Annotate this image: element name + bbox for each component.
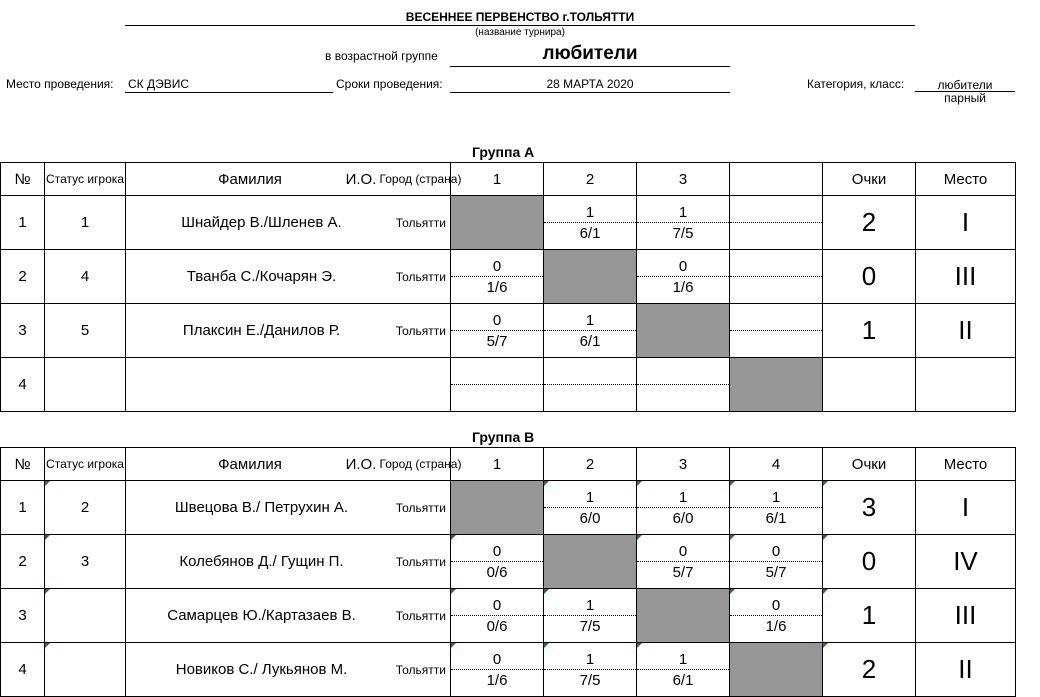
result-sets: 5/7 [486, 333, 508, 350]
row-place: I [916, 481, 1016, 535]
result-sets: 5/7 [672, 564, 694, 581]
row-num: 2 [1, 535, 45, 589]
result-score: 1 [678, 651, 688, 668]
result-score: 1 [771, 489, 781, 506]
row-name: Самарцев Ю./Картазаев В. [126, 589, 391, 643]
result-cell [451, 535, 544, 589]
result-score: 1 [678, 489, 688, 506]
result-divider [730, 222, 822, 223]
age-underline [450, 66, 730, 67]
result-divider [544, 507, 636, 508]
row-status [45, 358, 126, 412]
result-cell [637, 643, 730, 697]
result-divider [451, 276, 543, 277]
result-score: 1 [585, 312, 595, 329]
row-place [916, 358, 1016, 412]
result-divider [730, 507, 822, 508]
result-cell [544, 481, 637, 535]
result-cell [451, 589, 544, 643]
category-value-1: любители [937, 78, 993, 92]
result-divider [730, 561, 822, 562]
row-place: III [916, 250, 1016, 304]
row-num: 1 [1, 481, 45, 535]
row-num: 1 [1, 196, 45, 250]
result-sets: 5/7 [765, 564, 787, 581]
result-cell [730, 250, 823, 304]
diagonal-cell [730, 358, 823, 412]
category-label: Категория, класс: [807, 77, 905, 91]
row-points [823, 358, 916, 412]
row-status [45, 643, 126, 697]
result-sets: 0/6 [486, 564, 508, 581]
dates-value: 28 МАРТА 2020 [546, 77, 634, 91]
row-num: 3 [1, 304, 45, 358]
category-value-2: парный [944, 91, 986, 105]
result-score: 0 [678, 543, 688, 560]
result-divider [451, 615, 543, 616]
header-surname: Фамилия [126, 448, 374, 481]
header-status: Статус игрока [45, 448, 126, 481]
result-sets: 6/1 [672, 672, 694, 689]
row-name: Плаксин Е./Данилов Р. [126, 304, 391, 358]
result-cell [544, 589, 637, 643]
diagonal-cell [451, 196, 544, 250]
result-cell [544, 304, 637, 358]
row-status [45, 589, 126, 643]
row-city: Тольятти [391, 481, 451, 535]
result-sets: 6/1 [765, 510, 787, 527]
row-num: 4 [1, 358, 45, 412]
result-cell [730, 304, 823, 358]
diagonal-cell [730, 643, 823, 697]
result-sets: 6/1 [579, 333, 601, 350]
result-cell [730, 535, 823, 589]
group-a-title: Группа А [472, 144, 535, 160]
row-status: 1 [45, 196, 126, 250]
row-place: I [916, 196, 1016, 250]
result-score: 0 [678, 258, 688, 275]
result-sets: 7/5 [579, 672, 601, 689]
result-score: 0 [492, 543, 502, 560]
row-points: 0 [823, 250, 916, 304]
header-col-4: 4 [730, 448, 823, 481]
dates-underline [450, 92, 730, 93]
result-cell [544, 196, 637, 250]
row-points: 3 [823, 481, 916, 535]
header-num: № [1, 448, 45, 481]
result-score: 1 [678, 204, 688, 221]
header-initials: И.О. [341, 163, 381, 196]
result-divider [730, 615, 822, 616]
result-divider [451, 561, 543, 562]
row-points: 1 [823, 589, 916, 643]
result-sets: 1/6 [672, 279, 694, 296]
dates-label: Сроки проведения: [336, 77, 443, 91]
row-status: 4 [45, 250, 126, 304]
result-score: 1 [585, 597, 595, 614]
result-divider [637, 669, 729, 670]
result-score: 0 [771, 543, 781, 560]
row-city: Тольятти [391, 535, 451, 589]
result-sets: 7/5 [579, 618, 601, 635]
tournament-subtitle: (название турнира) [475, 27, 565, 38]
venue-label: Место проведения: [6, 77, 114, 91]
result-cell [451, 304, 544, 358]
result-sets: 7/5 [672, 225, 694, 242]
result-score: 1 [585, 651, 595, 668]
row-name: Тванба С./Кочарян Э. [126, 250, 391, 304]
tournament-title: ВЕСЕННЕЕ ПЕРВЕНСТВО г.ТОЛЬЯТТИ [405, 10, 635, 24]
header-col-4 [730, 163, 823, 196]
result-score: 0 [771, 597, 781, 614]
result-score: 1 [585, 489, 595, 506]
age-group-label: в возрастной группе [325, 49, 438, 63]
result-cell [637, 358, 730, 412]
row-status: 3 [45, 535, 126, 589]
row-city: Тольятти [391, 643, 451, 697]
row-place: IV [916, 535, 1016, 589]
header-col-3: 3 [637, 163, 730, 196]
result-cell [451, 250, 544, 304]
result-divider [451, 384, 543, 385]
header-place: Место [916, 163, 1016, 196]
result-sets: 0/6 [486, 618, 508, 635]
result-score: 1 [585, 204, 595, 221]
result-divider [544, 615, 636, 616]
diagonal-cell [637, 589, 730, 643]
header-place: Место [916, 448, 1016, 481]
group-a-table [0, 162, 1016, 412]
row-num: 2 [1, 250, 45, 304]
header-status: Статус игрока [45, 163, 126, 196]
result-sets: 1/6 [486, 279, 508, 296]
result-score: 0 [492, 312, 502, 329]
row-city: Тольятти [391, 250, 451, 304]
result-divider [451, 330, 543, 331]
row-points: 2 [823, 643, 916, 697]
result-divider [544, 669, 636, 670]
result-cell [637, 196, 730, 250]
result-divider [730, 330, 822, 331]
result-divider [544, 384, 636, 385]
result-score: 0 [492, 597, 502, 614]
row-city: Тольятти [391, 304, 451, 358]
row-num: 4 [1, 643, 45, 697]
row-name [126, 358, 391, 412]
diagonal-cell [544, 535, 637, 589]
row-points: 2 [823, 196, 916, 250]
row-num: 3 [1, 589, 45, 643]
title-underline [125, 25, 915, 26]
row-name: Шнайдер В./Шленев А. [126, 196, 391, 250]
row-name: Швецова В./ Петрухин А. [126, 481, 391, 535]
venue-underline [125, 92, 333, 93]
header-points: Очки [823, 448, 916, 481]
group-b-title: Группа В [472, 429, 535, 445]
result-sets: 6/0 [672, 510, 694, 527]
result-cell [637, 250, 730, 304]
row-name: Колебянов Д./ Гущин П. [126, 535, 391, 589]
result-cell [730, 589, 823, 643]
result-cell [451, 358, 544, 412]
result-cell [637, 535, 730, 589]
result-divider [637, 222, 729, 223]
result-divider [637, 384, 729, 385]
header-col-2: 2 [544, 448, 637, 481]
result-sets: 1/6 [765, 618, 787, 635]
row-city: Тольятти [391, 589, 451, 643]
row-place: II [916, 643, 1016, 697]
header-num: № [1, 163, 45, 196]
header-col-3: 3 [637, 448, 730, 481]
row-place: III [916, 589, 1016, 643]
row-status: 5 [45, 304, 126, 358]
row-place: II [916, 304, 1016, 358]
header-city: Город (страна) [391, 448, 451, 481]
result-divider [637, 561, 729, 562]
result-divider [544, 330, 636, 331]
result-divider [637, 276, 729, 277]
header-points: Очки [823, 163, 916, 196]
result-sets: 1/6 [486, 672, 508, 689]
diagonal-cell [544, 250, 637, 304]
row-points: 0 [823, 535, 916, 589]
header-initials: И.О. [341, 448, 381, 481]
header-col-1: 1 [451, 163, 544, 196]
row-city: Тольятти [391, 196, 451, 250]
result-score: 0 [492, 258, 502, 275]
result-cell [451, 643, 544, 697]
row-city [391, 358, 451, 412]
row-points: 1 [823, 304, 916, 358]
header-surname: Фамилия [126, 163, 374, 196]
result-cell [637, 481, 730, 535]
result-score: 0 [492, 651, 502, 668]
header-col-1: 1 [451, 448, 544, 481]
result-cell [544, 358, 637, 412]
diagonal-cell [637, 304, 730, 358]
result-cell [730, 196, 823, 250]
diagonal-cell [451, 481, 544, 535]
result-divider [451, 669, 543, 670]
result-divider [730, 276, 822, 277]
result-divider [637, 507, 729, 508]
age-group-value: любители [542, 43, 638, 64]
header-col-2: 2 [544, 163, 637, 196]
group-b-table [0, 447, 1016, 697]
row-status: 2 [45, 481, 126, 535]
row-name: Новиков С./ Лукьянов М. [126, 643, 391, 697]
result-cell [730, 481, 823, 535]
result-sets: 6/1 [579, 225, 601, 242]
result-divider [544, 222, 636, 223]
result-cell [544, 643, 637, 697]
header-city: Город (страна) [391, 163, 451, 196]
venue-value: СК ДЭВИС [128, 77, 190, 91]
result-sets: 6/0 [579, 510, 601, 527]
